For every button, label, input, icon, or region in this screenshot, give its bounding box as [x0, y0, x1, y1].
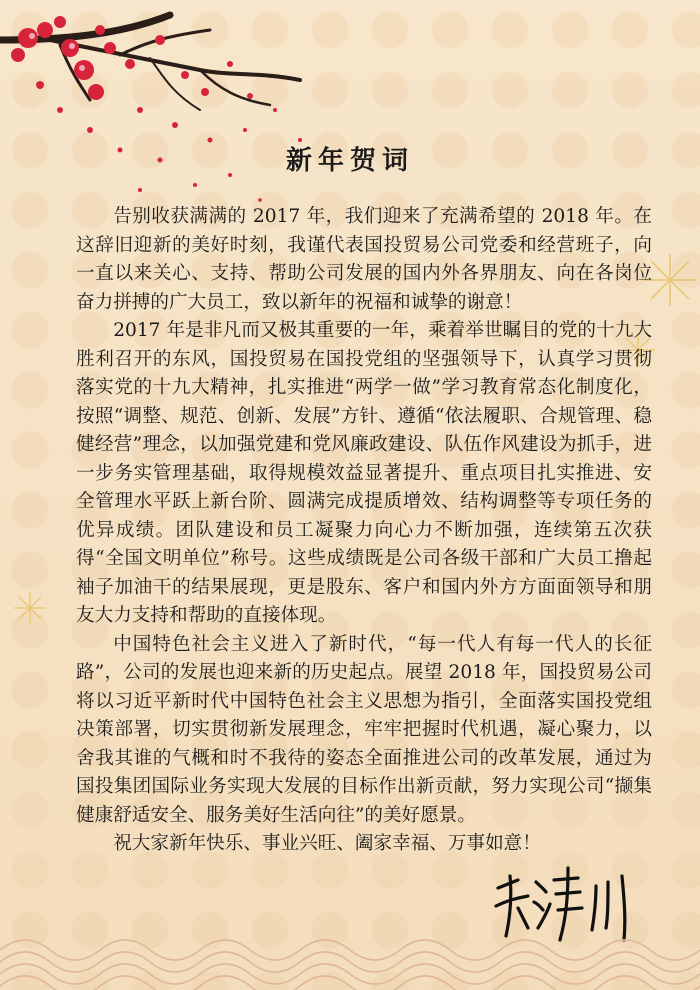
firework-ornament-left: [12, 590, 48, 626]
greeting-body: [76, 203, 652, 859]
paragraph-2: 2017 年是非凡而又极其重要的一年，乘着举世瞩目的党的十九大胜利召开的东风，国投贸易在国投党组的坚强领导下，认真学习贯彻落实党的十九大精神，扎实推进“两学一做”学习教育常态化制度化，按照“调整、规范、创新、发展”方针、遵循“依法履职、合规管理、稳健经营”理念，以加强党建和党风廉政建设、队伍作风建设为抓手，进一步务实管理基础，取得规模效益显著提升、重点项目扎实推进、安全管理水平跃上新台阶、圆满完成提质增效、结构调整等专项任务的优异成绩。团队建设和员工凝聚力向心力不断加强，连续第五次获得“全国文明单位”称号。这些成绩既是公司各级干部和广大员工撸起袖子加油干的结果展现，更是股东、客户和国内外方方面面领导和朋友大力支持和帮助的直接体现。: [76, 320, 652, 626]
paragraph-4: 祝大家新年快乐、事业兴旺、阖家幸福、万事如意！: [113, 833, 541, 854]
paragraph-3: 中国特色社会主义进入了新时代，“每一代人有每一代人的长征路”，公司的发展也迎来新的历史起点。展望 2018 年，国投贸易公司将以习近平新时代中国特色社会主义思想为指引，全面落实国投党组决策部署，切实贯彻新发展理念，牢牢把握时代机遇，凝心聚力，以舍我其谁的气概和时不我待的姿态全面推进公司的改革发展，通过为国投集团国际业务实现大发展的目标作出新贡献，努力实现公司“撷集健康舒适安全、服务美好生活向往”的美好愿景。: [76, 633, 652, 826]
paragraph-1: 告别收获满满的 2017 年，我们迎来了充满希望的 2018 年。在这辞旧迎新的美好时刻，我谨代表国投贸易公司党委和经营班子，向一直以来关心、支持、帮助公司发展的国内外各界朋友、向在各岗位奋力拼搏的广大员工，致以新年的祝福和诚挚的谢意！: [76, 206, 652, 313]
wave-border-decoration: [0, 920, 700, 990]
page-title: 新年贺词: [285, 146, 414, 176]
